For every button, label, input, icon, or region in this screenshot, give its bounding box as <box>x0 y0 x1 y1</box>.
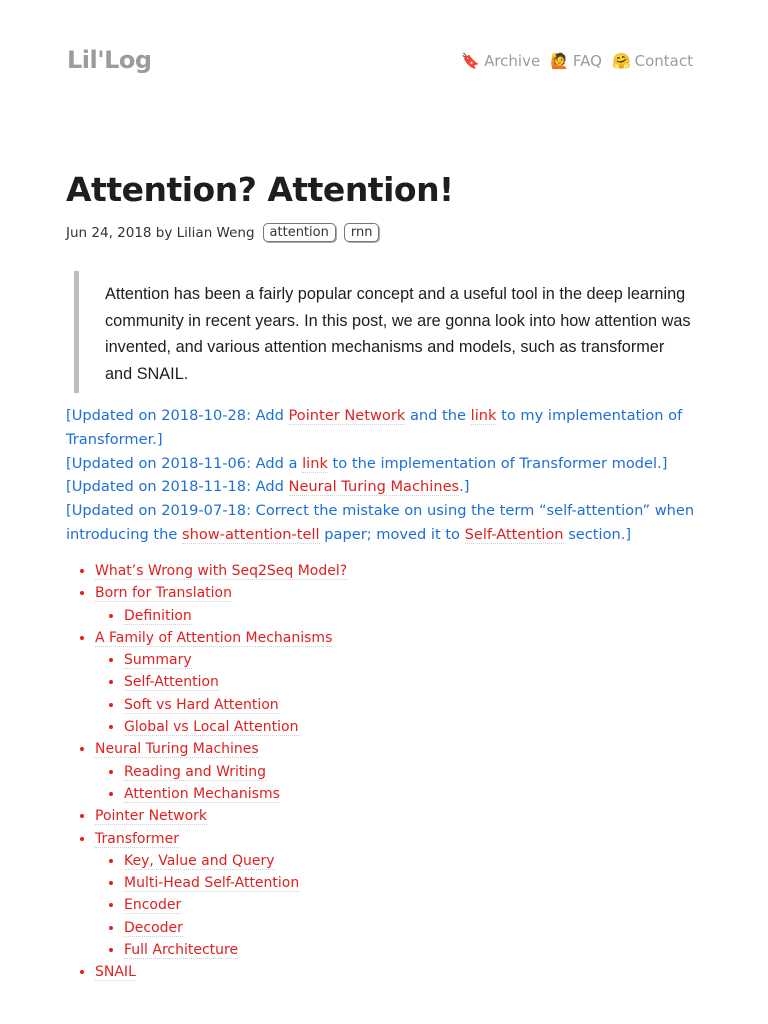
toc-subitem <box>124 649 347 671</box>
toc-sublist <box>95 605 347 627</box>
toc-subitem <box>124 939 347 961</box>
toc-link[interactable]: A Family of Attention Mechanisms <box>95 629 333 646</box>
toc-subitem <box>124 671 347 693</box>
toc-subitem <box>124 917 347 939</box>
toc-item <box>95 582 347 627</box>
toc-link[interactable]: What’s Wrong with Seq2Seq Model? <box>95 563 348 579</box>
toc-sublist <box>95 850 347 961</box>
update-text: .] <box>459 478 470 496</box>
update-note <box>66 475 706 499</box>
show-attention-tell-link[interactable]: show-attention-tell <box>181 525 320 543</box>
update-notes <box>66 404 706 547</box>
toc-sublink[interactable]: Summary <box>124 652 192 669</box>
update-text: paper; moved it to <box>319 525 465 543</box>
toc-sublink[interactable]: Definition <box>124 607 192 624</box>
toc-subitem <box>124 850 347 872</box>
toc-subitem <box>124 894 347 916</box>
toc-subitem <box>124 761 347 783</box>
update-text: to the implementation of Transformer model.] <box>327 454 668 472</box>
update-note <box>66 499 706 547</box>
implementation-link[interactable]: link <box>470 407 497 424</box>
raising-hand-icon: 🙋 <box>550 51 569 70</box>
toc-item <box>95 961 347 983</box>
toc-link[interactable]: Neural Turing Machines <box>95 741 259 758</box>
self-attention-link[interactable]: Self-Attention <box>464 525 564 543</box>
update-text: section.] <box>563 525 632 543</box>
pointer-network-link[interactable]: Pointer Network <box>288 407 406 424</box>
toc-link[interactable]: SNAIL <box>95 964 136 981</box>
toc-sublink[interactable]: Decoder <box>124 919 183 936</box>
update-note <box>66 452 706 476</box>
nav-contact[interactable] <box>612 52 693 70</box>
post-abstract: Attention has been a fairly popular concept and a useful tool in the deep learning community in recent years. In this post, we are gonna look into how attention was invented, and various attention mechanisms and models, such as transformer and SNAIL. <box>74 271 694 393</box>
post-date-author: Jun 24, 2018 by Lilian Weng <box>66 224 255 241</box>
post-meta <box>66 223 379 242</box>
toc-subitem <box>124 716 347 738</box>
update-text: [Updated on 2018-11-18: Add <box>66 478 289 496</box>
toc-sublink[interactable]: Encoder <box>124 897 182 914</box>
top-nav <box>461 52 693 70</box>
toc-item <box>95 805 347 827</box>
site-header <box>0 0 768 120</box>
toc-sublink[interactable]: Reading and Writing <box>124 763 267 780</box>
bookmark-icon: 🔖 <box>461 51 481 70</box>
table-of-contents <box>66 560 347 984</box>
toc-sublink[interactable]: Multi-Head Self-Attention <box>124 875 300 892</box>
toc-sublink[interactable]: Self-Attention <box>124 674 219 691</box>
toc-sublist <box>95 761 347 806</box>
implementation-link[interactable]: link <box>302 454 328 472</box>
toc-link[interactable]: Pointer Network <box>95 808 208 825</box>
hugging-face-icon: 🤗 <box>611 51 631 70</box>
nav-archive-label: Archive <box>484 52 541 70</box>
update-text: [Updated on 2019-07-18: Correct the mistake on using the term “self-attention” when introducing the <box>66 502 695 543</box>
toc-item <box>95 828 347 962</box>
toc-sublist <box>95 649 347 738</box>
toc-sublink[interactable]: Full Architecture <box>124 942 239 959</box>
nav-archive[interactable] <box>461 52 540 70</box>
site-logo[interactable]: Lil'Log <box>67 46 152 74</box>
toc-sublink[interactable]: Soft vs Hard Attention <box>124 696 279 713</box>
neural-turing-machines-link[interactable]: Neural Turing Machines <box>288 478 460 496</box>
toc-subitem <box>124 605 347 627</box>
nav-contact-label: Contact <box>634 52 693 70</box>
update-text: and the <box>405 407 471 424</box>
toc-subitem <box>124 783 347 805</box>
update-text: [Updated on 2018-10-28: Add <box>66 407 289 424</box>
nav-faq[interactable] <box>550 52 602 70</box>
toc-subitem <box>124 694 347 716</box>
tag-rnn[interactable]: rnn <box>344 223 380 242</box>
update-text: to my implementation of Transformer.] <box>66 407 683 448</box>
toc-sublink[interactable]: Attention Mechanisms <box>124 785 280 802</box>
post-title: Attention? Attention! <box>66 170 454 209</box>
toc-subitem <box>124 872 347 894</box>
toc-link[interactable]: Born for Translation <box>95 585 232 602</box>
toc-sublink[interactable]: Key, Value and Query <box>124 852 275 869</box>
tag-attention[interactable]: attention <box>263 223 336 242</box>
nav-faq-label: FAQ <box>572 52 602 70</box>
toc-item <box>95 627 347 738</box>
update-note <box>66 404 706 452</box>
toc-item <box>95 560 347 582</box>
toc-link[interactable]: Transformer <box>95 830 180 847</box>
toc-item <box>95 738 347 805</box>
update-text: [Updated on 2018-11-06: Add a <box>66 454 303 472</box>
toc-sublink[interactable]: Global vs Local Attention <box>124 719 299 736</box>
